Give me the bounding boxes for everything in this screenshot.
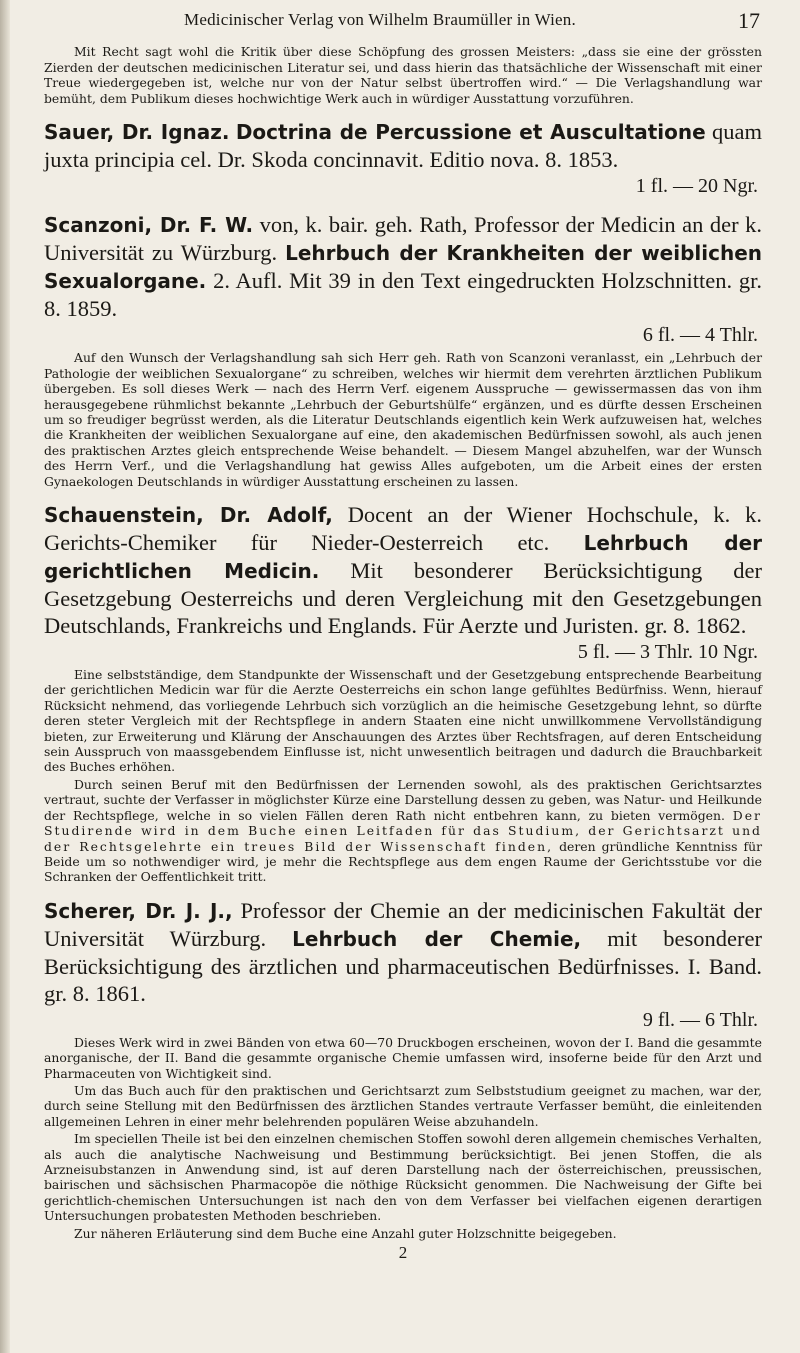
- entry-heading: [44, 118, 762, 173]
- entry-author: Schauenstein, Dr. Adolf,: [44, 503, 333, 528]
- page-number: 17: [738, 8, 760, 33]
- entry-details: quam juxta principia cel. Dr. Skoda concinnavit. Editio nova. 8. 1853.: [44, 119, 763, 173]
- entry-price: 1 fl. — 20 Ngr.: [635, 175, 758, 198]
- entry-heading: [44, 501, 762, 639]
- intro-paragraph: Mit Recht sagt wohl die Kritik über diese Schöpfung des grossen Meisters: „dass sie eine der grössten Zierden der deutschen medicinischen Literatur sei, und dass hierin das thatsächliche der Wissenschaft mit einer Treue wiedergegeben ist, welche nur von der Natur selbst übertroffen wird.“ — Die Verlagshandlung war bemüht, dem Publikum dieses hochwichtige Werk auch in würdiger Ausstattung vorzuführen.: [44, 44, 762, 106]
- entry-description-2: Um das Buch auch für den praktischen und Gerichtsarzt zum Selbststudium geeignet zu machen, war der, durch seine Stellung mit den Bedürfnissen des ärztlichen Standes vertraute Verfasser bemüht, die einleitenden allgemeinen Lehren in einer mehr belehrenden populären Weise abzuhandeln.: [44, 1082, 762, 1129]
- page-content: [44, 44, 762, 1263]
- entry-author: Scherer, Dr. J. J.,: [44, 898, 233, 923]
- entry-description-3: Im speciellen Theile ist bei den einzelnen chemischen Stoffen sowohl deren allgemein chemisches Verhalten, als auch die analytische Nachweisung und Bestimmung berücksichtigt. Bei jenen Stoffen, die als Arzneisubstanzen in Anwendung sind, ist auf deren Darstellung nach der österreichischen, preussischen, bairischen und sächsischen Pharmacopöe die nöthige Rücksicht genommen. Die Nachweisung der Gifte bei gerichtlich-chemischen Untersuchungen ist nach den von dem Verfasser bei vielfachen eigenen derartigen Untersuchungen probatesten Methoden beschrieben.: [44, 1131, 762, 1224]
- entry-details: 2. Aufl. Mit 39 in den Text eingedruckten Holzschnitten. gr. 8. 1859.: [44, 268, 762, 322]
- catalog-entry-schauenstein: [44, 501, 762, 885]
- entry-description-4: Zur näheren Erläuterung sind dem Buche eine Anzahl guter Holzschnitte beigegeben.: [74, 1225, 617, 1241]
- entry-heading: [44, 897, 762, 1007]
- entry-author-details: Professor der Chemie an der medicinischen Fakultät der Universität Würzburg.: [44, 897, 762, 951]
- entry-price: 5 fl. — 3 Thlr. 10 Ngr.: [577, 641, 758, 664]
- entry-description-2: [44, 777, 762, 885]
- entry-description: Dieses Werk wird in zwei Bänden von etwa 60—70 Druckbogen erscheinen, wovon der I. Band die gesammte anorganische, der II. Band die gesammte organische Chemie umfassen wird, insoferne beide für den Arzt und Pharmaceuten von Wichtigkeit sind.: [44, 1034, 762, 1081]
- entry-author-details: von, k. bair. geh. Rath, Professor der Medicin an der k. Universität zu Würzburg.: [44, 212, 763, 266]
- entry-book-title: Lehrbuch der Krankheiten der weiblichen Sexualorgane.: [44, 241, 763, 294]
- entry-author: Scanzoni, Dr. F. W.: [44, 213, 254, 238]
- description-text: Durch seinen Beruf mit den Bedürfnissen der Lernenden sowohl, als des praktischen Gerichtsarztes vertraut, suchte der Verfasser in möglichster Kürze eine Darstellung dessen zu geben, was Natur- und Heilkunde der Rechtspflege, welche in so vielen Fällen deren Rath nicht entbehren kann, zu bieten vermögen.: [44, 776, 762, 823]
- catalog-entry-sauer: [44, 118, 762, 199]
- signature-mark: 2: [398, 1243, 408, 1262]
- entry-author-details: Docent an der Wiener Hochschule, k. k. Gerichts-Chemiker für Nieder-Oesterreich etc.: [44, 502, 762, 556]
- entry-details: mit besonderer Berücksichtigung des ärztlichen und pharmaceutischen Bedürfnisses. I. Band. gr. 8. 1861.: [44, 925, 762, 1006]
- entry-description: Eine selbstständige, dem Standpunkte der Wissenschaft und der Gesetzgebung entsprechende Bearbeitung der gerichtlichen Medicin war für die Aerzte Oesterreichs ein schon lange gefühltes Bedürfniss. Wenn, hierauf Rücksicht nehmend, das vorliegende Lehrbuch sich vorzüglich an die heimische Gesetzgebung lehnt, so dürfte deren steter Vergleich mit der Rechtspflege in andern Staaten eine nicht unwillkommene Vervollständigung bieten, zur Erweiterung und Klärung der Anschauungen des Arztes über Rechtsfragen, auf deren Entscheidung sein Ausspruch von maassgebendem Einflusse ist, nicht unwesentlich beitragen und dadurch die Brauchbarkeit des Buches erhöhen.: [44, 667, 762, 775]
- entry-description: Auf den Wunsch der Verlagshandlung sah sich Herr geh. Rath von Scanzoni veranlasst, ein „Lehrbuch der Pathologie der weiblichen Sexualorgane“ zu schreiben, welches wir hiermit dem verehrten ärztlichen Publikum übergeben. Es soll dieses Werk — nach des Herrn Verf. eigenem Ausspruche — gewissermassen das von ihm herausgegebene rühmlichst bekannte „Lehrbuch der Geburtshülfe“ ergänzen, und es dürfte dessen Erscheinen um so freudiger begrüsst werden, als die Literatur Deutschlands eigentlich kein Werk aufzuweisen hat, welches die Krankheiten der weiblichen Sexualorgane auf eine, den akademischen Bedürfnissen sowohl, als auch jenen des praktischen Arztes gleich entsprechende Weise behandelt. — Diesem Mangel abzuhelfen, war der Wunsch des Herrn Verf., und die Verlagshandlung hat gewiss Alles aufgeboten, um die Arbeit eines der ersten Gynaekologen Deutschlands in würdiger Ausstattung erscheinen zu lassen.: [44, 350, 762, 489]
- catalog-entry-scanzoni: [44, 211, 762, 489]
- page-header: [0, 6, 800, 36]
- running-title: Medicinischer Verlag von Wilhelm Braumüller in Wien.: [184, 10, 576, 29]
- entry-author: Sauer, Dr. Ignaz.: [44, 120, 230, 145]
- entry-heading: [44, 211, 762, 322]
- description-text: deren gründliche Kenntniss für Beide um so nothwendiger wird, je mehr die Rechtspflege aus dem engen Raume der Gerichtsstube vor die Schranken der Oeffentlichkeit tritt.: [44, 838, 762, 885]
- entry-book-title: Doctrina de Percussione et Auscultatione: [235, 120, 706, 145]
- binding-edge: [0, 0, 10, 1353]
- entry-price: 6 fl. — 4 Thlr.: [642, 324, 758, 347]
- entry-book-title: Lehrbuch der Chemie,: [292, 926, 582, 951]
- entry-price: 9 fl. — 6 Thlr.: [642, 1008, 758, 1031]
- entry-details: Mit besonderer Berücksichtigung der Gesetzgebung Oesterreichs und deren Vergleichung mit den Gesetzgebungen Deutschlands, Frankreichs und Englands. Für Aerzte und Juristen. gr. 8. 1862.: [44, 558, 762, 639]
- entry-book-title: Lehrbuch der gerichtlichen Medicin.: [44, 531, 763, 584]
- catalog-entry-scherer: [44, 897, 762, 1241]
- description-spaced-text: Der Studirende wird in dem Buche einen Leitfaden für das Studium, der Gerichtsarzt und der Rechtsgelehrte ein treues Bild der Wissenschaft finden,: [44, 807, 762, 854]
